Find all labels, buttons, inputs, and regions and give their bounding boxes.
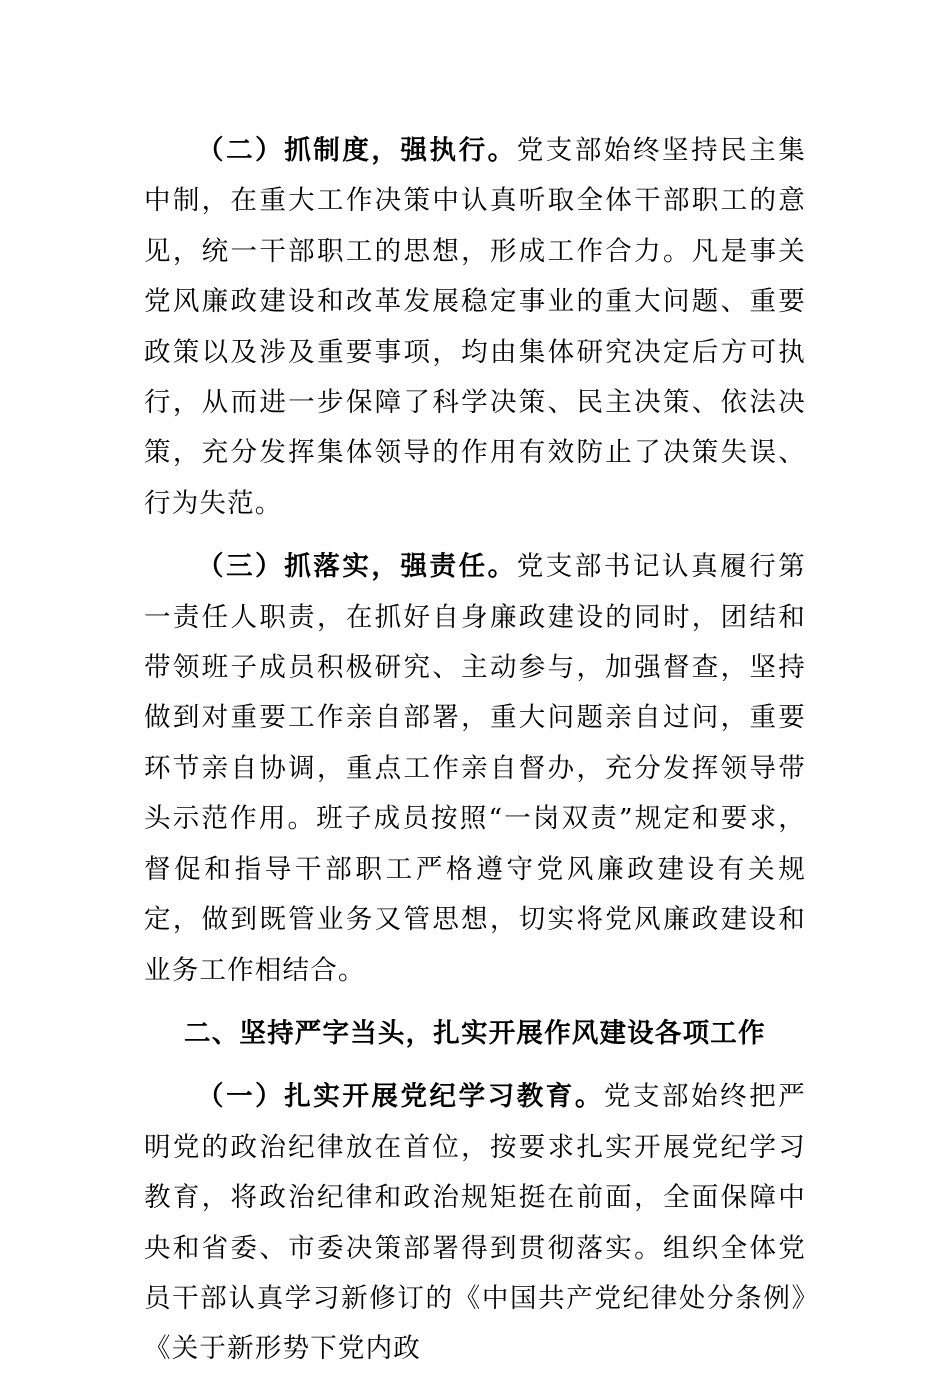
document-page	[144, 126, 806, 1375]
paragraph-lead: （一）扎实开展党纪学习教育。	[197, 1081, 604, 1113]
paragraph-body: 党支部始终坚持民主集中制，在重大工作决策中认真听取全体干部职工的意见，统一干部职工的思想，形成工作合力。凡是事关党风廉政建设和改革发展稳定事业的重大问题、重要政策以及涉及重要事项，均由集体研究决定后方可执行，从而进一步保障了科学决策、民主决策、依法决策，充分发挥集体领导的作用有效防止了决策失误、行为失范。	[144, 135, 807, 519]
paragraph-implementation-responsibility	[144, 542, 806, 996]
paragraph-lead: （二）抓制度，强执行。	[197, 135, 517, 166]
paragraph-body: 党支部书记认真履行第一责任人职责，在抓好自身廉政建设的同时，团结和带领班子成员积极研究、主动参与，加强督查，坚持做到对重要工作亲自部署，重大问题亲自过问，重要环节亲自协调，重点工作亲自督办，充分发挥领导带头示范作用。班子成员按照“一岗双责”规定和要求，督促和指导干部职工严格遵守党风廉政建设有关规定，做到既管业务又管思想，切实将党风廉政建设和业务工作相结合。	[144, 551, 807, 986]
section-heading: 二、坚持严字当头，扎实开展作风建设各项工作	[184, 1017, 766, 1049]
paragraph-lead: （三）抓落实，强责任。	[197, 551, 517, 583]
paragraph-body: 党支部始终把严明党的政治纪律放在首位，按要求扎实开展党纪学习教育，将政治纪律和政治规矩挺在前面，全面保障中央和省委、市委决策部署得到贯彻落实。组织全体党员干部认真学习新修订的《中国共产党纪律处分条例》《关于新形势下党内政	[144, 1081, 806, 1365]
paragraph-discipline-education	[144, 1072, 806, 1374]
paragraph-institution-enforcement	[144, 126, 806, 529]
